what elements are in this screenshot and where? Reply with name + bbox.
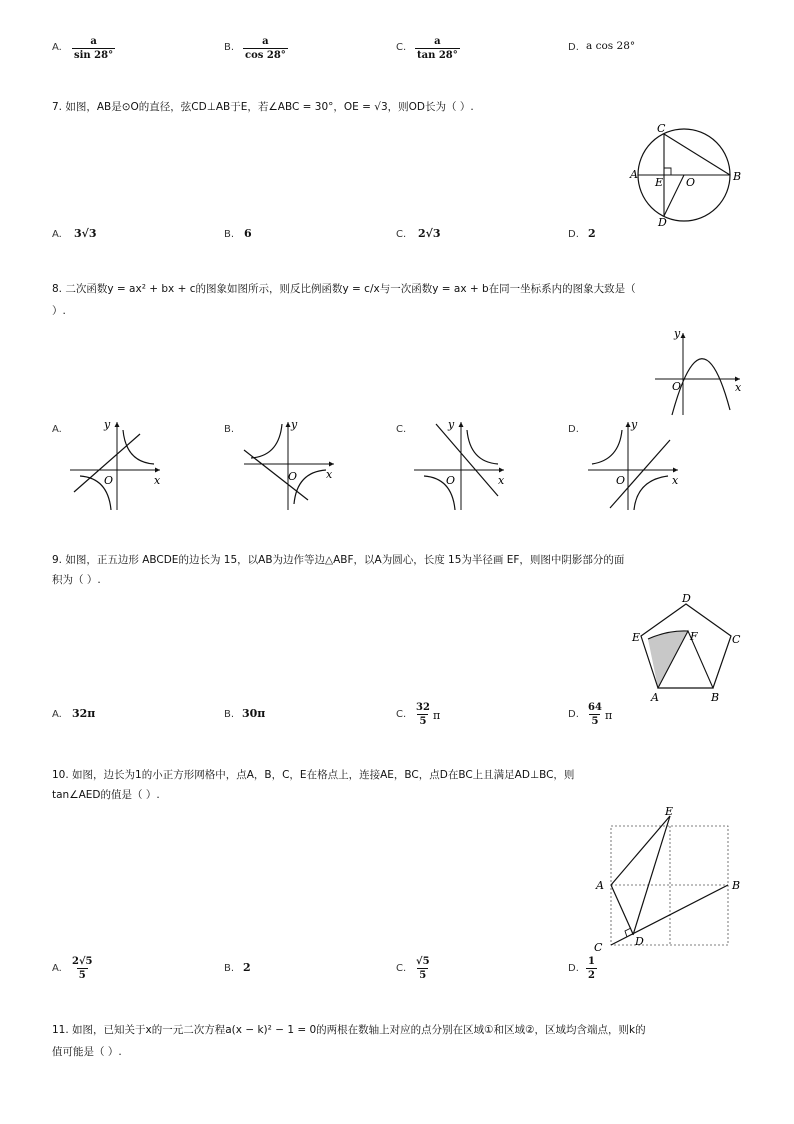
q9-label-d: D (682, 592, 691, 605)
q9-option-d-letter: D. (568, 709, 579, 720)
q8-option-b-letter: B. (224, 424, 235, 435)
svg-text:O: O (446, 474, 456, 487)
q6-option-c-letter: C. (396, 42, 407, 53)
svg-text:y: y (104, 418, 111, 431)
svg-text:y: y (291, 418, 298, 431)
q10-grid-figure (590, 805, 750, 955)
q7-label-e: E (655, 176, 664, 189)
svg-text:x: x (154, 474, 161, 487)
q9-pentagon-figure (628, 590, 748, 705)
q7-option-d-letter: D. (568, 229, 579, 240)
q9-option-b-text: 30π (242, 707, 266, 720)
svg-text:x: x (672, 474, 679, 487)
q9-text: 9. 如图，正五边形 ABCDE的边长为 15，以AB为边作等边△ABF，以A为圆心，长度 15为半径画 EF，则图中阴影部分的面 (52, 554, 625, 566)
q7-option-a-letter: A. (52, 229, 62, 240)
q7-label-c: C (657, 122, 666, 135)
svg-text:O: O (616, 474, 626, 487)
q8-option-d-letter: D. (568, 424, 579, 435)
q8-option-b-graph[interactable] (236, 412, 346, 512)
q7-text: 7. 如图，AB是⊙O的直径，弦CD⊥AB于E，若∠ABC = 30°，OE = √3，则OD长为（ ）. (52, 101, 474, 113)
q6-option-d-letter: D. (568, 42, 579, 53)
q7-label-b: B (733, 170, 742, 183)
q11-text-cont: 值可能是（ ）. (52, 1046, 122, 1058)
q10-line-bc (611, 885, 728, 945)
q10-line-ad (611, 885, 633, 934)
q6-option-c-fraction: $\frac{a}{\tan 28^\circ}$ (417, 36, 458, 61)
q10-option-c-fraction: $\frac{√5}{5}$ (416, 956, 430, 981)
q6-option-d-text: a cos 28° (586, 40, 636, 52)
q7-circle-figure (628, 118, 748, 228)
q9-label-b: B (711, 691, 720, 704)
q9-shaded-region (648, 631, 688, 688)
q7-label-a: A (630, 168, 638, 181)
q10-label-e: E (665, 805, 674, 818)
q11-text: 11. 如图，已知关于x的一元二次方程a(x − k)² − 1 = 0的两根在数轴上对应的点分别在区域①和区域②，区域均含端点，则k的 (52, 1024, 646, 1036)
q7-option-a-text: 3√3 (74, 227, 97, 240)
q10-label-b: B (732, 879, 741, 892)
q10-option-d-fraction: $\frac{1}{2}$ (588, 956, 595, 981)
q7-option-c-letter: C. (396, 229, 407, 240)
q10-option-d-letter: D. (568, 963, 579, 974)
q8-text: 8. 二次函数y = ax² + bx + c的图象如图所示，则反比例函数y = c/x与一次函数y = ax + b在同一坐标系内的图象大致是（ (52, 283, 636, 295)
q8-option-d-graph[interactable] (580, 412, 690, 512)
q7-right-angle (664, 168, 671, 175)
q10-label-a: A (596, 879, 604, 892)
q10-label-c: C (594, 941, 603, 954)
q8-option-c-letter: C. (396, 424, 407, 435)
q10-option-c-letter: C. (396, 963, 407, 974)
q8-y-label: y (674, 327, 681, 340)
q9-label-a: A (651, 691, 659, 704)
q9-label-e: E (632, 631, 641, 644)
q7-option-b-text: 6 (244, 227, 252, 240)
q8-option-a-letter: A. (52, 424, 62, 435)
q9-option-c-fraction: $\frac{32}{5}$ (416, 702, 430, 727)
q8-x-label: x (735, 381, 742, 394)
q7-line-cb (664, 134, 730, 175)
svg-text:O: O (104, 474, 114, 487)
q10-text-cont: tan∠AED的值是（ ）. (52, 789, 160, 801)
svg-text:y: y (631, 418, 638, 431)
q10-text: 10. 如图，边长为1的小正方形网格中，点A，B，C，E在格点上，连接AE，BC，点D在BC上且满足AD⊥BC，则 (52, 769, 575, 781)
q6-option-b-letter: B. (224, 42, 235, 53)
q10-grid (611, 826, 728, 945)
q6-option-a-letter: A. (52, 42, 62, 53)
q9-option-b-letter: B. (224, 709, 235, 720)
q8-text-cont: ）. (52, 305, 66, 317)
q8-option-c-graph[interactable] (406, 412, 516, 512)
q7-label-o: O (686, 176, 696, 189)
q10-option-a-letter: A. (52, 963, 62, 974)
q7-line-od (664, 175, 684, 216)
svg-text:x: x (326, 468, 333, 481)
q8-option-a-graph[interactable] (62, 412, 172, 512)
q10-label-d: D (635, 935, 644, 948)
svg-text:x: x (498, 474, 505, 487)
q7-option-d-text: 2 (588, 227, 596, 240)
q9-label-c: C (732, 633, 741, 646)
q9-option-a-text: 32π (72, 707, 96, 720)
q10-option-b-letter: B. (224, 963, 235, 974)
svg-text:O: O (288, 470, 298, 483)
q8-parabola-figure (650, 325, 750, 420)
q10-option-b-text: 2 (243, 961, 251, 974)
q8-origin-label: O (672, 380, 682, 393)
q9-option-d-fraction: $\frac{64}{5}$ (588, 702, 602, 727)
q7-option-c-text: 2√3 (418, 227, 441, 240)
q9-option-c-letter: C. (396, 709, 407, 720)
q7-label-d: D (658, 216, 667, 228)
q9-option-a-letter: A. (52, 709, 62, 720)
q9-text-cont: 积为（ ）. (52, 574, 101, 586)
q6-option-b-fraction: $\frac{a}{\cos 28^\circ}$ (245, 36, 286, 61)
q10-option-a-fraction: $\frac{2√5}{5}$ (72, 956, 93, 981)
q7-option-b-letter: B. (224, 229, 235, 240)
q6-option-a-fraction: $\frac{a}{\sin 28^\circ}$ (74, 36, 114, 61)
svg-text:y: y (448, 418, 455, 431)
q9-label-f: F (690, 630, 698, 643)
